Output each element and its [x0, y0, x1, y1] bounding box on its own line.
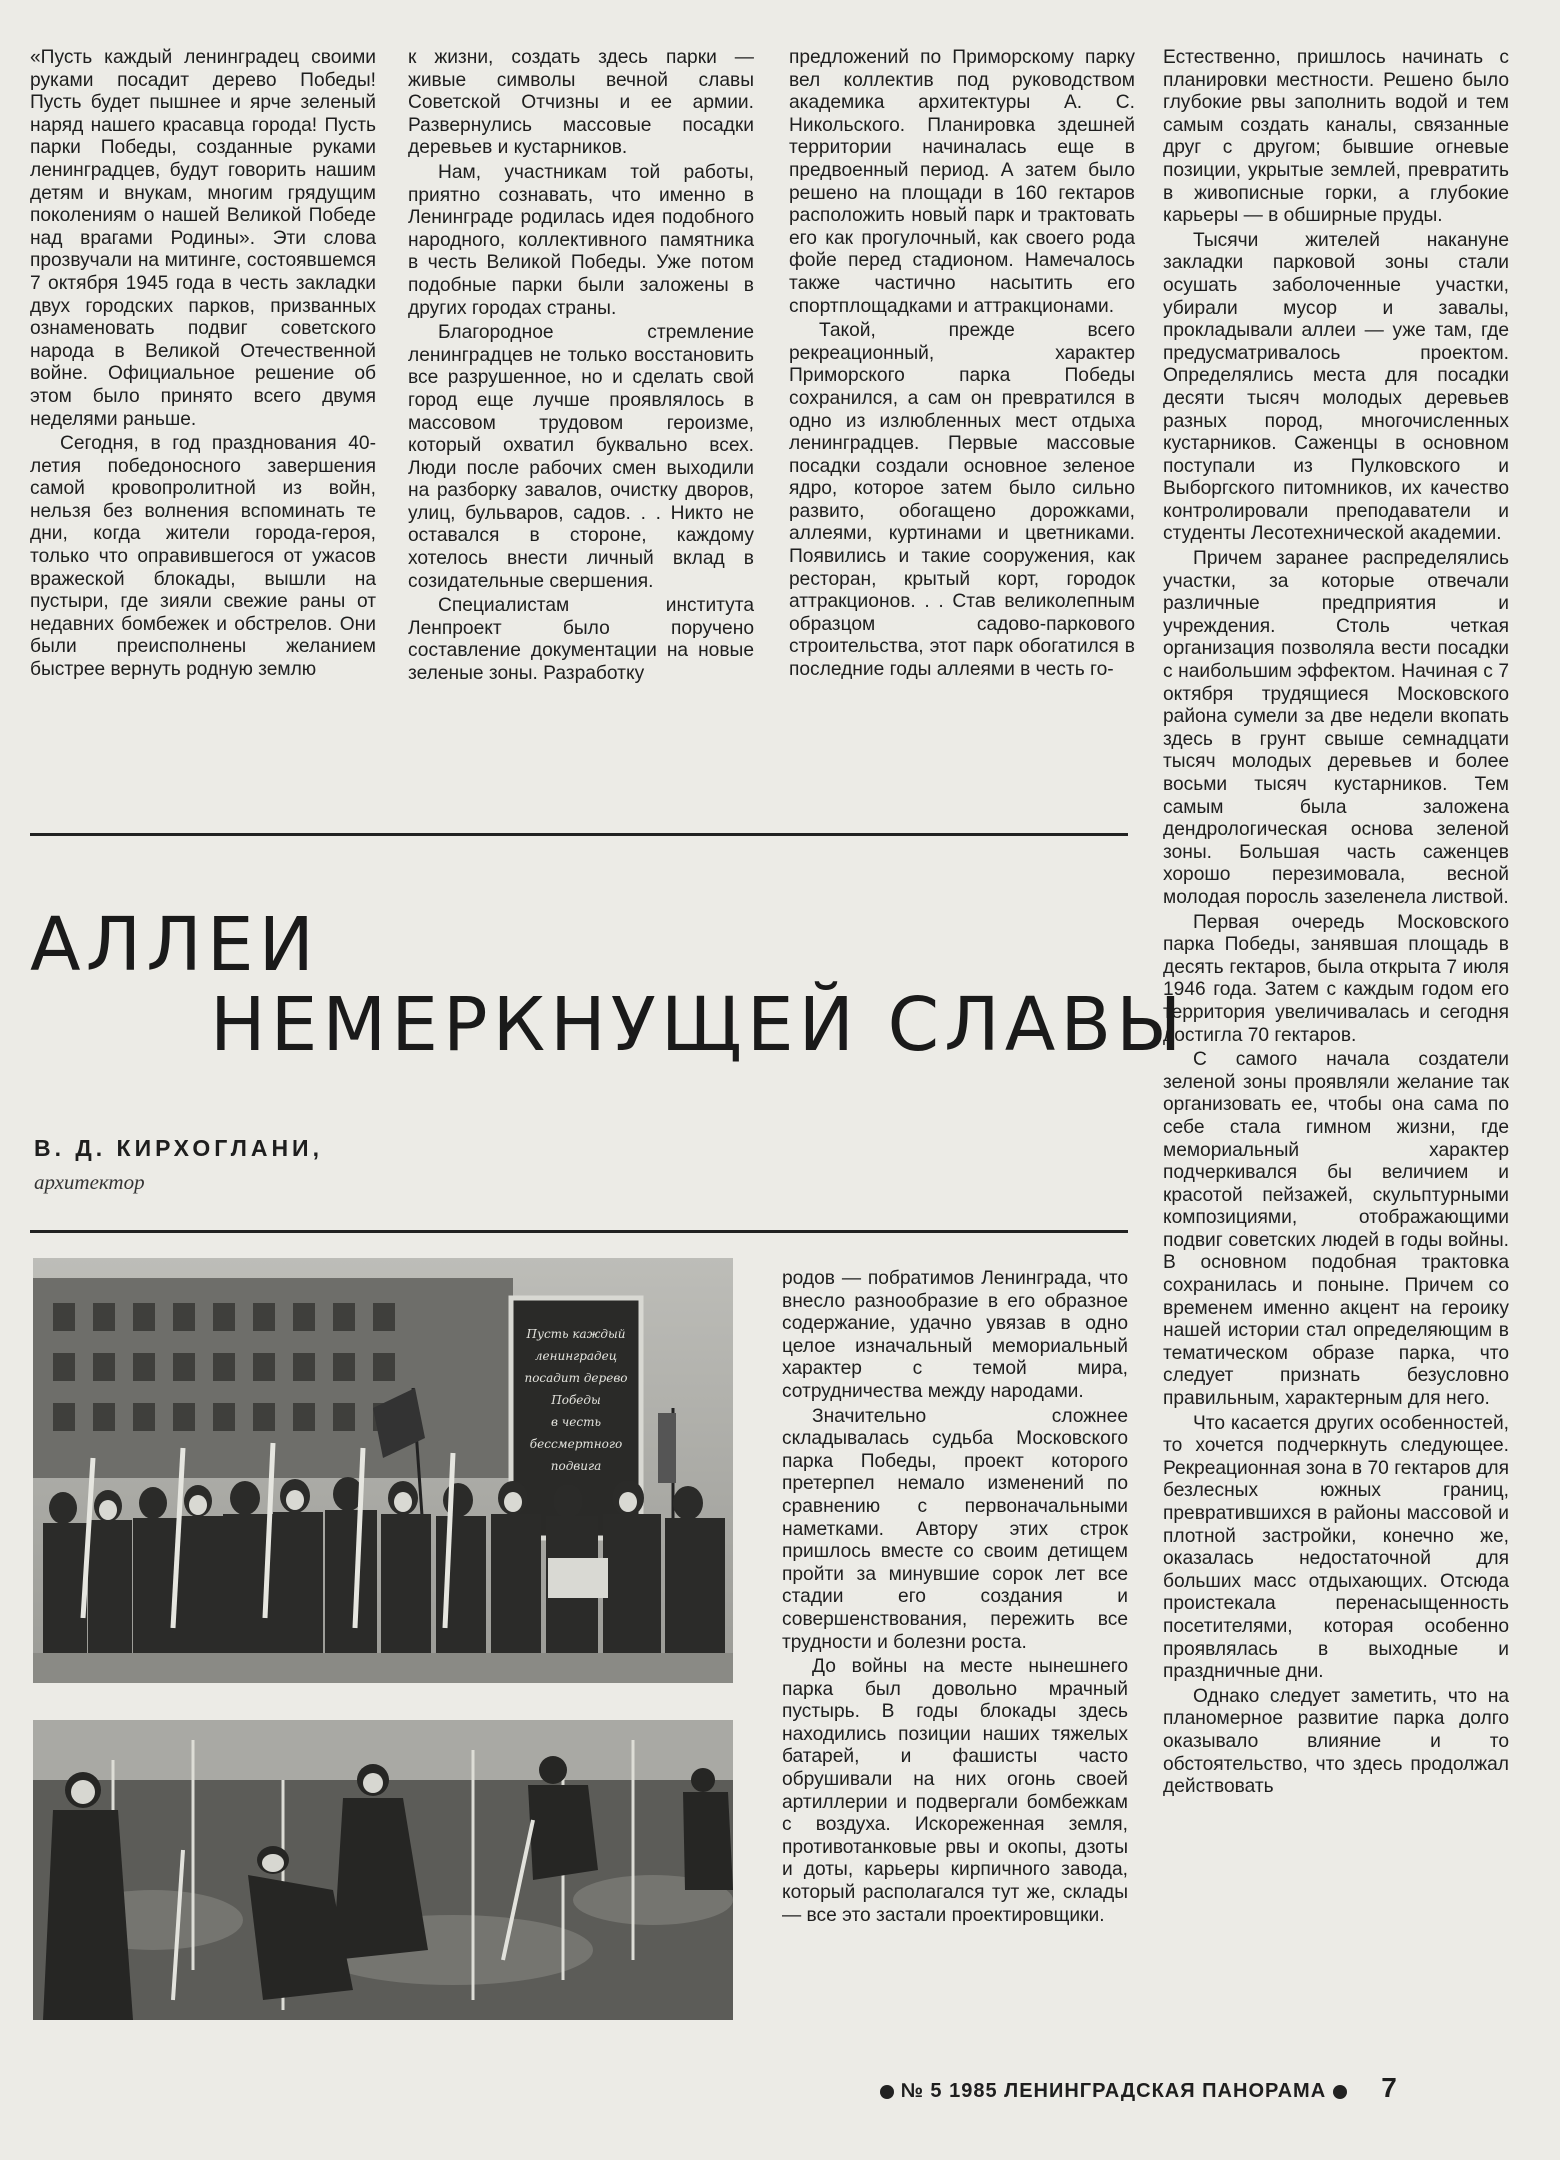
banner-text-line: подвига	[550, 1459, 602, 1473]
banner-text-line: бессмертного	[529, 1437, 623, 1451]
paragraph: Тысячи жителей накануне закладки парковой зоны стали осушать заболоченные участки, убирали мусор и завалы, прокладывали аллеи — уже там, где предусматривалось проектом. Определялись места для посадки десяти тысяч молодых деревьев разных пород, многочисленных кустарников. Саженцы в основном поступали из Пулковского и Выборгского питомников, их качество контролировали преподаватели и студенты Лесотехнической академии.	[1163, 229, 1509, 545]
text-column-3	[789, 47, 1135, 684]
bullet-icon	[880, 2085, 894, 2099]
paragraph: Нам, участникам той работы, приятно сознавать, что именно в Ленинграде родилась идея подобного народного, коллективного памятника в честь Великой Победы. Уже потом подобные парки были заложены в других городах страны.	[408, 161, 754, 319]
bullet-icon	[1333, 2085, 1347, 2099]
photo-tree-planting	[33, 1720, 733, 2020]
photo-tree-planting-image	[33, 1720, 733, 2020]
photo-rally-crowd-image	[33, 1258, 733, 1683]
paragraph: предложений по Приморскому парку вел коллектив под руководством академика архитектуры А. С. Никольского. Планировка здешней территории начиналась еще в предвоенный период. А затем было решено на площади в 160 гектаров расположить новый парк и трактовать его как прогулочный, как своего рода фойе перед стадионом. Намечалось также частично насытить его спортплощадками и аттракционами.	[789, 47, 1135, 317]
paragraph: Что касается других особенностей, то хочется подчеркнуть следующее. Рекреационная зона в 70 гектаров для безлесных южных границ, превратившихся в районы массовой и плотной застройки, конечно же, оказалась недостаточной для больших масс отдыхающих. Отсюда проистекала перенасыщенность посетителями, которая особенно проявлялась в выходные и праздничные дни.	[1163, 1412, 1509, 1683]
paragraph: Однако следует заметить, что на планомерное развитие парка долго оказывало влияние и то обстоятельство, что здесь продолжал действовать	[1163, 1685, 1509, 1798]
text-column-4	[1163, 47, 1509, 1801]
author-role: архитектор	[34, 1170, 145, 1194]
text-column-2	[408, 47, 754, 688]
separator-rule-top	[30, 833, 1128, 836]
text-column-middle	[782, 1268, 1128, 1929]
author-name: В. Д. КИРХОГЛАНИ,	[34, 1135, 323, 1161]
paragraph: «Пусть каждый ленинградец своими руками посадит дерево Победы! Пусть будет пышнее и ярче зеленый наряд нашего красавца города! Пусть парки Победы, созданные руками ленинградцев, будут говорить нашим детям и внукам, многим грядущим поколениям о нашей Великой Победе над врагами Родины». Эти слова прозвучали на митинге, состоявшемся 7 октября 1945 года в честь закладки двух городских парков, призванных ознаменовать подвиг советского народа в Великой Отечественной войне. Официальное решение об этом было принято всего двумя неделями раньше.	[30, 47, 376, 430]
photo-rally-crowd	[33, 1258, 733, 1683]
magazine-name: ЛЕНИНГРАДСКАЯ ПАНОРАМА	[1004, 2080, 1327, 2102]
paragraph: До войны на месте нынешнего парка был довольно мрачный пустырь. В годы блокады здесь находились позиции наших тяжелых батарей, и фашисты часто обрушивали на них огонь своей артиллерии и подвергали бомбежкам с воздуха. Искореженная земля, противотанковые рвы и окопы, дзоты и доты, карьеры кирпичного завода, который располагался тут же, склады — все это застали проектировщики.	[782, 1656, 1128, 1926]
paragraph: С самого начала создатели зеленой зоны проявляли желание так организовать ее, чтобы она сама по себе стала гимном жизни, где мемориальный характер подчеркивался бы величием и красотой пейзажей, скульптурными композициями, отображающими подвиг советских людей в годы войны. В основном подобная трактовка сохранилась и поныне. Причем со временем именно акцент на героику нашей истории стал определяющим в тематическом образе парка, что следует признать безусловно правильным, характерным для него.	[1163, 1049, 1509, 1410]
separator-rule-bottom	[30, 1230, 1128, 1233]
page-footer	[880, 2072, 1520, 2102]
article-title-line-2: НЕМЕРКНУЩЕЙ СЛАВЫ	[210, 982, 1187, 1068]
banner-text-line: Пусть каждый	[526, 1327, 626, 1341]
banner-text-line: в честь	[551, 1415, 601, 1429]
text-column-1	[30, 47, 376, 684]
paragraph: Причем заранее распределялись участки, за которые отвечали различные предприятия и учреждения. Столь четкая организация позволяла вести посадки с наибольшим эффектом. Начиная с 7 октября трудящиеся Московского района сумели за две недели вкопать здесь в грунт свыше семнадцати тысяч молодых деревьев и более восьми тысяч кустарников. Тем самым была заложена дендрологическая основа зеленой зоны. Большая часть саженцев хорошо перезимовала, весной молодая поросль зазеленела листвой.	[1163, 548, 1509, 908]
issue-year: 1985	[949, 2080, 998, 2102]
paragraph: Значительно сложнее складывалась судьба Московского парка Победы, проект которого претерпел немало изменений по сравнению с первоначальными наметками. Автору этих строк пришлось вместе со своим детищем пройти за минувшие сорок лет все стадии его создания и совершенствования, пережить все трудности и болезни роста.	[782, 1405, 1128, 1653]
article-title-line-1: АЛЛЕИ	[30, 902, 320, 988]
paragraph: Сегодня, в год празднования 40-летия победоносного завершения самой кровопролитной из войн, нельзя без волнения вспоминать те дни, когда жители города-героя, только что оправившегося от ужасов вражеской блокады, вышли на пустыри, где зияли свежие раны от недавних бомбежек и обстрелов. Они были преисполнены желанием быстрее вернуть родную землю	[30, 433, 376, 681]
paragraph: родов — побратимов Ленинграда, что внесло разнообразие в его образное содержание, удачно увязав в одно целое изначальный мемориальный характер с темой мира, сотрудничества между народами.	[782, 1268, 1128, 1402]
banner-text-line: посадит дерево	[524, 1371, 628, 1385]
paragraph: к жизни, создать здесь парки — живые символы вечной славы Советской Отчизны и ее армии. Развернулись массовые посадки деревьев и кустарников.	[408, 47, 754, 159]
page-number: 7	[1381, 2072, 1398, 2103]
banner-text-line: ленинградец	[534, 1349, 618, 1363]
issue-number: № 5	[900, 2080, 943, 2102]
paragraph: Благородное стремление ленинградцев не только восстановить все разрушенное, но и сделать свой город еще лучше проявлялось в массовом трудовом героизме, который охватил буквально всех. Люди после рабочих смен выходили на разборку завалов, очистку дворов, улиц, бульваров, садов. . . Никто не оставался в стороне, каждому хотелось внести личный вклад в созидательные свершения.	[408, 322, 754, 592]
banner-text-line: Победы	[551, 1393, 601, 1407]
paragraph: Специалистам института Ленпроект было поручено составление документации на новые зеленые зоны. Разработку	[408, 595, 754, 685]
paragraph: Такой, прежде всего рекреационный, характер Приморского парка Победы сохранился, а сам он превратился в одно из излюбленных мест отдыха ленинградцев. Первые массовые посадки создали основное зеленое ядро, которое затем было сильно развито, обогащено дорожками, аллеями, куртинами и цветниками. Появились и такие сооружения, как ресторан, крытый корт, городок аттракционов. . . Став великолепным образцом садово-паркового строительства, этот парк обогатился в последние годы аллеями в честь го-	[789, 320, 1135, 681]
paragraph: Естественно, пришлось начинать с планировки местности. Решено было глубокие рвы заполнить водой и тем самым создать каналы, связанные друг с другом; бывшие огневые позиции, укрытые землей, превратить в живописные горки, а глубокие карьеры — в обширные пруды.	[1163, 47, 1509, 227]
paragraph: Первая очередь Московского парка Победы, занявшая площадь в десять гектаров, была открыта 7 июля 1946 года. Затем с каждым годом его территория увеличивалась и сегодня достигла 70 гектаров.	[1163, 911, 1509, 1046]
